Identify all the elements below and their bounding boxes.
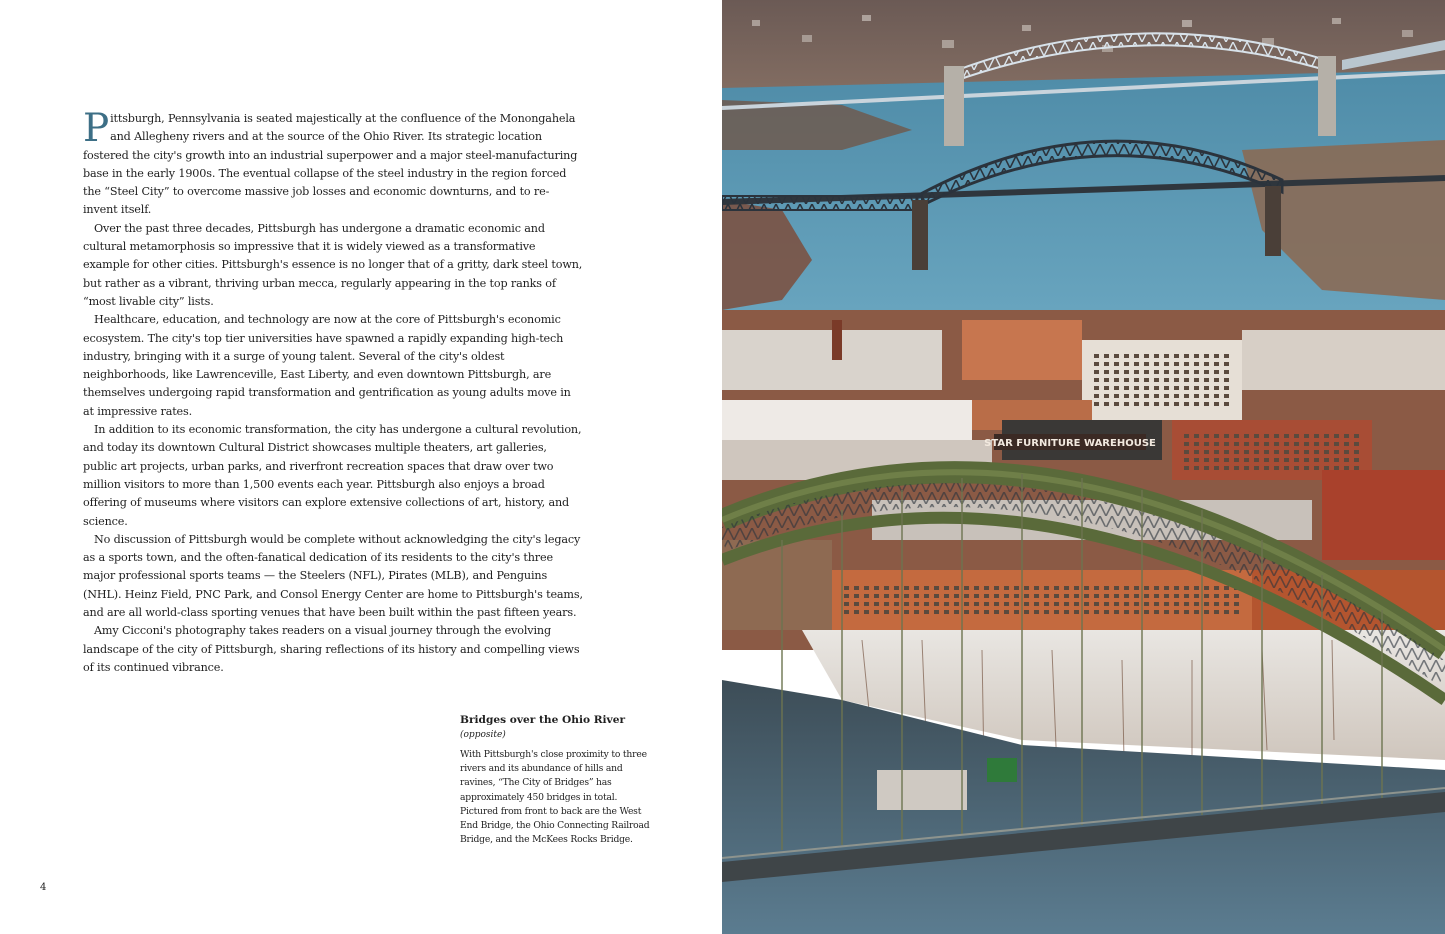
left-page [0,0,722,934]
paragraph [83,106,583,220]
drop-cap: P [83,106,110,151]
paragraph-text: ittsburgh, Pennsylvania is seated majestically at the confluence of the Monongahela and Allegheny rivers and at the source of the Ohio River. Its strategic location fostered the city's growth into an industrial superpower and a major steel-manufacturing base in the early 1900s. The eventual collapse of the steel industry in the region forced the “Steel City” to overcome massive job losses and economic downturns, and to re-invent itself. [83,112,578,217]
body-text [83,106,583,677]
bridges-illustration [722,0,1445,934]
caption-subtitle: (opposite) [460,730,506,740]
caption-text: With Pittsburgh's close proximity to three rivers and its abundance of hills and ravines, “The City of Bridges” has approximately 450 bridges in total. Pictured from front to back are the West End Bridge, the Ohio Connecting Railroad Bridge, and the McKees Rocks Bridge. [460,749,650,846]
page-number: 4 [40,882,47,893]
paragraph: No discussion of Pittsburgh would be complete without acknowledging the city's legacy as a sports town, and the often-fanatical dedication of its residents to the city's three major professional sports teams — the Steelers (NFL), Pirates (MLB), and Penguins (NHL). Heinz Field, PNC Park, and Consol Energy Center are home to Pittsburgh's teams, and are all world-class sporting venues that have been built within the past fifteen years. [83,532,583,620]
paragraph: In addition to its economic transformation, the city has undergone a cultural revolution, and today its downtown Cultural District showcases multiple theaters, art galleries, public art projects, urban parks, and riverfront recreation spaces that draw over two million visitors to more than 1,500 events each year. Pittsburgh also enjoys a broad offering of museums where visitors can explore extensive collections of art, history, and science. [83,423,582,528]
highway-sign [987,758,1017,782]
paragraph: Over the past three decades, Pittsburgh has undergone a dramatic economic and cultural metamorphosis so impressive that it is widely viewed as a transformative example for other cities. Pittsburgh's essence is no longer that of a gritty, dark steel town, but rather as a vibrant, thriving urban mecca, regularly appearing in the top ranks of “most livable city” lists. [83,221,583,308]
riverside-structure [877,770,967,810]
paragraph: Healthcare, education, and technology are now at the core of Pittsburgh's economic ecosystem. The city's top tier universities have spawned a rapidly expanding high-tech industry, bringing with it a surge of young talent. Several of the city's oldest neighborhoods, like Lawrenceville, East Liberty, and even downtown Pittsburgh, are themselves undergoing rapid transformation and gentrification as young adults move in at impressive rates. [83,313,571,418]
paragraph: Amy Cicconi's photography takes readers on a visual journey through the evolving landscape of the city of Pittsburgh, sharing reflections of its history and compelling views of its continued vibrance. [83,624,580,674]
photo-caption [460,712,655,847]
warehouse-sign: STAR FURNITURE WAREHOUSE [984,438,1156,449]
caption-title: Bridges over the Ohio River [460,714,626,726]
bridges-photo [722,0,1445,934]
